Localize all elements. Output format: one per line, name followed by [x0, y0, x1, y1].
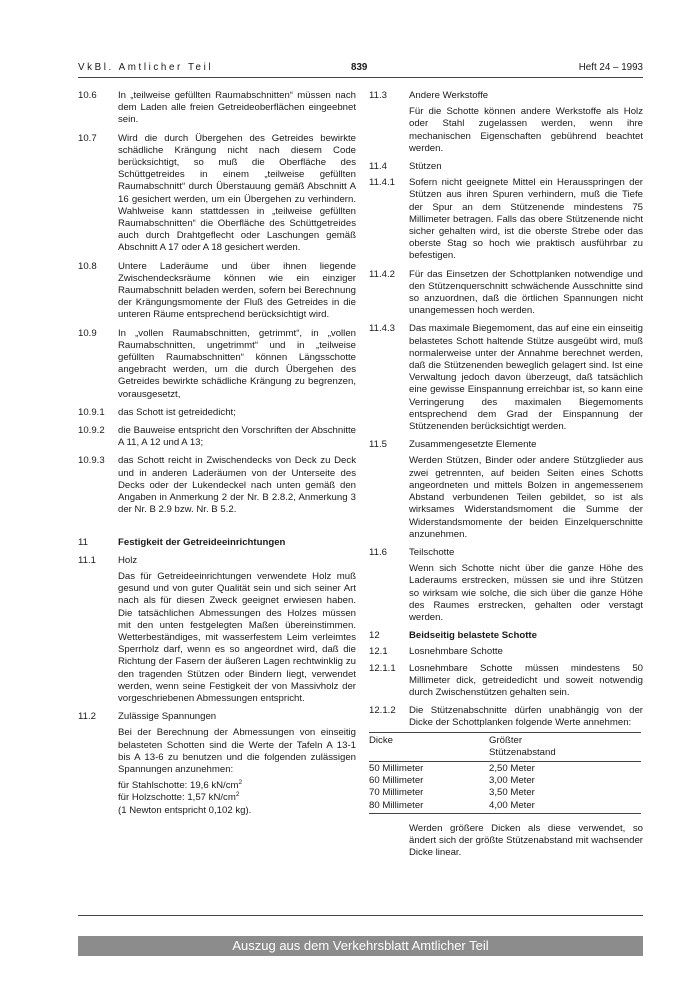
cell-abstand: 2,50 Meter	[489, 762, 535, 774]
paragraph-number: 10.8	[78, 260, 97, 272]
section-number: 11.5	[369, 439, 387, 451]
section-number: 11.6	[369, 546, 387, 558]
paragraph-number: 11.4.1	[369, 177, 395, 189]
paragraph-text: In „vollen Raumabschnitten, getrimmt“, in „vollen Raumabschnitten, ungetrimmt“ und in „teilweise gefüllten Raumabschnitten“ können Längsschotte angebracht werden, um die durch Übergehen des Getreides bewirkte schädliche Krängung zu begrenzen, vorausgesetzt,	[118, 327, 356, 400]
cell-abstand: 3,00 Meter	[489, 775, 535, 787]
paragraph-number: 10.9	[78, 327, 97, 339]
cell-dicke: 60 Millimeter	[369, 775, 424, 787]
issue-number: Heft 24 – 1993	[578, 62, 643, 73]
spacing-table	[369, 732, 641, 814]
paragraph-number: 10.9.1	[78, 406, 105, 418]
paragraph-text: Die Stützenabschnitte dürfen unabhängig von der Dicke der Schottplanken folgende Werte annehmen:	[409, 705, 643, 729]
paragraph-10-9-2	[78, 425, 356, 449]
section-title: Losnehmbare Schotte	[409, 646, 503, 658]
footer-banner: Auszug aus dem Verkehrsblatt Amtlicher Teil	[78, 936, 643, 956]
paragraph-number: 10.7	[78, 132, 97, 144]
section-title: Zusammengesetzte Elemente	[409, 439, 537, 451]
paragraph-number: 10.9.3	[78, 455, 105, 467]
paragraph-text: das Schott ist getreidedicht;	[118, 406, 236, 418]
right-column	[369, 90, 643, 865]
paragraph-text: Wird die durch Übergehen des Getreides bewirkte schädliche Krängung nicht nach diesem Code berücksichtigt, so muß die Oberfläche des Schüttgetreides in einem „teilweise gefüllten Raumabschnitt“ durch Überstauung gemäß Abschnitt A 16 gesichert werden, um ein Übergehen zu verhindern. Wahlweise kann stattdessen in „teilweise gefüllten Raumabschnitten“ die Oberfläche des Schüttgetreides auch durch Drahtgeflecht oder Laschungen gemäß Abschnitt A 17 oder A 18 gesichert werden.	[118, 132, 356, 254]
cell-abstand: 4,00 Meter	[489, 800, 641, 814]
paragraph-12-1-2	[369, 705, 643, 729]
section-11-heading	[78, 537, 356, 549]
section-number: 11.2	[78, 711, 96, 723]
cell-dicke: 80 Millimeter	[369, 800, 489, 814]
cell-abstand: 3,50 Meter	[489, 787, 535, 799]
cell-dicke: 70 Millimeter	[369, 787, 424, 799]
wood-stress-line	[118, 792, 356, 804]
section-11-5-heading	[369, 439, 643, 451]
after-table-text: Werden größere Dicken als diese verwendet, so ändert sich der größte Stützenabstand mit wachsender Dicke linear.	[409, 822, 643, 859]
section-11-3-heading	[369, 90, 643, 102]
paragraph-text: Untere Laderäume und über ihnen liegende Zwischendecksräume können wie ein einziger Raumabschnitt beladen werden, sofern bei Berechnung der Krängungsmomente der Fluß des Getreides in die unteren Räume entsprechend berücksichtigt wird.	[118, 260, 356, 321]
section-title: Andere Werkstoffe	[409, 90, 489, 101]
cell-dicke: 50 Millimeter	[369, 762, 424, 774]
paragraph-number: 11.4.3	[369, 323, 395, 335]
newton-note: (1 Newton entspricht 0,102 kg).	[118, 804, 252, 816]
paragraph-10-9-1	[78, 407, 356, 419]
wood-stress-text: für Holzschotte: 1,57 kN/cm	[118, 792, 236, 804]
paragraph-text: Losnehmbare Schotte müssen mindestens 50 Millimeter dick, getreidedicht und soweit notwendig durch Zwischenstützen gehalten sein.	[409, 662, 643, 698]
section-11-6-text: Wenn sich Schotte nicht über die ganze Höhe des Laderaums erstrecken, müssen sie und ihre Stützen so wirksam wie solche, die sich über die ganze Höhe des Raumes erstrecken, gehalten oder verstagt werden.	[409, 563, 643, 623]
section-11-4-heading	[369, 161, 643, 173]
paragraph-10-9-3	[78, 455, 356, 516]
paragraph-number: 12.1.2	[369, 705, 396, 717]
section-number: 12	[369, 630, 380, 642]
table-row	[369, 787, 641, 799]
section-12-heading	[369, 630, 643, 642]
paragraph-number: 11.4.2	[369, 268, 395, 280]
table-row	[369, 775, 641, 787]
section-number: 11.4	[369, 161, 387, 173]
section-11-3-text: Für die Schotte können andere Werkstoffe als Holz oder Stahl zugelassen werden, wenn ihre mechanischen Eigenschaften gebührend beachtet werden.	[409, 106, 643, 154]
table-header-row	[369, 732, 641, 761]
section-11-2-text: Bei der Berechnung der Abmessungen von einseitig belasteten Schotten sind die Werte der Tafeln A 13-1 bis A 13-6 zu benutzen und die folgenden zulässigen Spannungen anzunehmen:	[118, 727, 356, 775]
paragraph-number: 10.6	[78, 90, 97, 101]
table-row	[369, 800, 641, 814]
header-rule	[78, 77, 643, 78]
journal-title: VkBl. Amtlicher Teil	[78, 62, 214, 73]
page-number: 839	[351, 62, 368, 73]
section-title: Festigkeit der Getreideeinrichtungen	[118, 536, 286, 548]
paragraph-10-9	[78, 328, 356, 401]
column-header-dicke: Dicke	[369, 732, 489, 761]
section-number: 11	[78, 536, 88, 548]
section-11-2-heading	[78, 711, 356, 723]
section-number: 12.1	[369, 646, 388, 658]
column-header-abstand-line2: Stützenabstand	[489, 746, 556, 758]
paragraph-number: 12.1.1	[369, 662, 396, 674]
paragraph-text: Das maximale Biegemoment, das auf eine ein einseitig belastetes Schott haltende Stütze ausgeübt wird, muß normalerweise unter der Annahme berechnet werden, daß die Stützenenden beweglich gelagert sind. Ist eine Verwaltung jedoch davon überzeugt, daß tatsächlich eine gewisse Einspannung erreichbar ist, so kann eine Verringerung des maximalen Biegemoments entsprechend dem Grad der Einspannung der Stützenenden berücksichtigt werden.	[409, 323, 643, 433]
section-number: 11.3	[369, 90, 387, 101]
section-number: 11.1	[78, 554, 96, 566]
section-12-1-heading	[369, 646, 643, 658]
table-row	[369, 761, 641, 775]
section-title: Zulässige Spannungen	[118, 711, 217, 723]
section-title: Beidseitig belastete Schotte	[409, 630, 537, 642]
paragraph-12-1-1	[369, 663, 643, 700]
section-title: Stützen	[409, 161, 442, 173]
footer-rule	[78, 915, 643, 916]
wood-stress-exponent: 2	[235, 791, 240, 799]
paragraph-10-6	[78, 90, 356, 127]
section-11-5-text: Werden Stützen, Binder oder andere Stützglieder aus zwei getrennten, auf beiden Seiten eines Schotts angeordneten und mittels Bolzen in angemessenem Abstand verbundenen Teilen gebildet, so ist als wirksames Widerstandsmoment die Summe der Widerstandsmomente der beiden Einzelquerschnitte anzunehmen.	[409, 455, 643, 540]
paragraph-text: Für das Einsetzen der Schottplanken notwendige und den Stützenquerschnitt schwächende Ausschnitte sind so anzuordnen, daß die örtlichen Spannungen nicht unangemessen hoch werden.	[409, 268, 643, 317]
paragraph-11-4-2	[369, 269, 643, 318]
section-title: Holz	[118, 554, 138, 566]
paragraph-text: In „teilweise gefüllten Raumabschnitten“ müssen nach dem Laden alle freien Getreideoberflächen eingeebnet sein.	[118, 90, 356, 126]
column-header-abstand	[489, 732, 641, 761]
paragraph-number: 10.9.2	[78, 425, 105, 437]
paragraph-11-4-1	[369, 177, 643, 262]
section-title: Teilschotte	[409, 546, 455, 558]
left-column	[78, 90, 356, 823]
paragraph-text: Sofern nicht geeignete Mittel ein Herausspringen der Stützen aus ihren Spuren verhindern, muß die Tiefe der Spur an dem Stützenende mindestens 75 Millimeter betragen. Falls das obere Stützenende nicht sicher gehalten wird, ist die oberste Strebe oder das oberste Stag so hoch wie praktisch ausführbar zu befestigen.	[409, 177, 643, 262]
column-header-abstand-line1: Größter	[489, 734, 523, 746]
paragraph-11-4-3	[369, 323, 643, 433]
page-header	[78, 62, 643, 78]
section-11-1-heading	[78, 555, 356, 567]
section-11-6-heading	[369, 547, 643, 559]
steel-stress-text: für Stahlschotte: 19,6 kN/cm	[118, 780, 239, 792]
paragraph-text: die Bauweise entspricht den Vorschriften der Abschnitte A 11, A 12 und A 13;	[118, 425, 356, 449]
paragraph-10-7	[78, 133, 356, 255]
steel-stress-exponent: 2	[238, 778, 243, 786]
section-spacer	[78, 523, 356, 537]
paragraph-10-8	[78, 261, 356, 322]
section-11-1-text: Das für Getreideeinrichtungen verwendete Holz muß gesund und von guter Qualität sein und sich seiner Art nach als für diesen Zweck geeignet erwiesen haben. Die tatsächlichen Abmessungen des Holzes müssen mit den unten festgelegten Maßen übereinstimmen. Wetterbeständiges, mit wasserfestem Leim verleimtes Sperrholz darf, wenn es so angeordnet wird, daß die Richtung der Fasern der äußeren Lagen rechtwinklig zu den tragenden Stützen oder Bindern liegt, verwendet werden, wenn seine Festigkeit der von Massivholz der vorgeschriebenen Abmessungen entspricht.	[118, 570, 356, 704]
paragraph-text: das Schott reicht in Zwischendecks von Deck zu Deck und in anderen Laderäumen von der Unterseite des Decks oder der Lukendeckel nach unten gemäß den Angaben in Anmerkung 2 der Nr. B 2.8.2, Anmerkung 3 der Nr. B 2.9 bzw. Nr. B 5.2.	[118, 455, 356, 516]
